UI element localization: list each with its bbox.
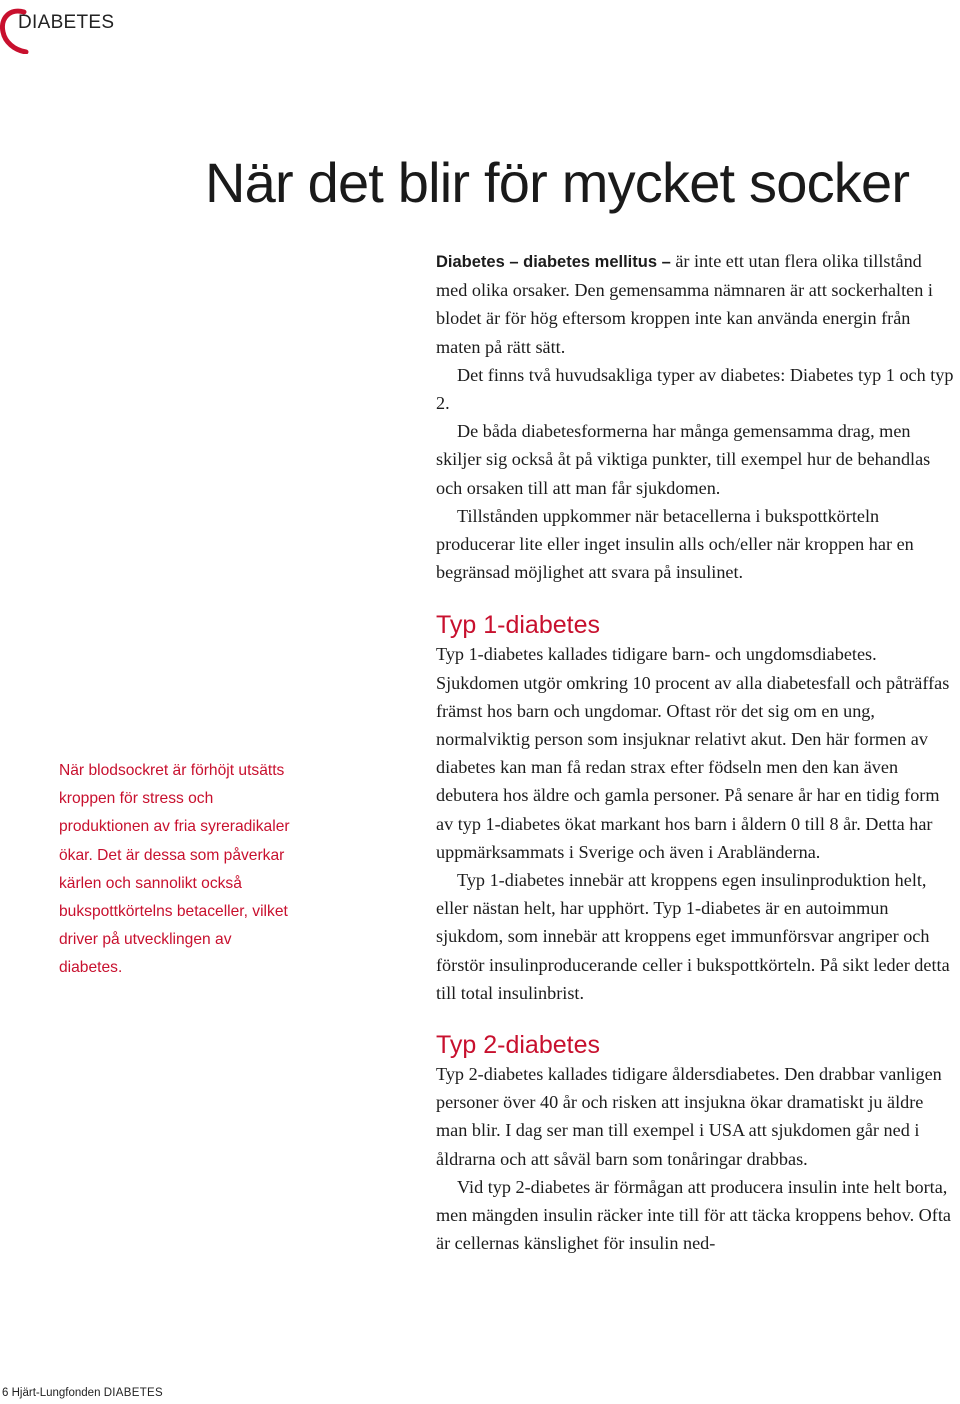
type1-paragraph-2: Typ 1-diabetes innebär att kroppens egen insulinproduktion helt, eller nästan helt, har upphört. Typ 1-diabetes är en autoimmun sjukdom, som innebär att kroppens eget immunförsvar angriper och förstör insulinproducerande celler i bukspottkörteln. På sikt leder detta till total insulinbrist. [436, 870, 950, 1003]
page-footer [2, 1387, 163, 1399]
intro-paragraph-1-text: är inte ett utan flera olika tillstånd med olika orsaker. Den gemensamma nämnaren är att sockerhalten i blodet är för hög eftersom kroppen inte kan använda energin från maten på rätt sätt. [436, 251, 933, 357]
type1-heading: Typ 1-diabetes [436, 611, 600, 640]
intro-paragraph-2: Det finns två huvudsakliga typer av diabetes: Diabetes typ 1 och typ 2. [436, 364, 954, 414]
section-spacer [436, 1007, 956, 1030]
type2-heading: Typ 2-diabetes [436, 1031, 600, 1060]
footer-publisher: Hjärt-Lungfonden [11, 1387, 101, 1399]
page-title: När det blir för mycket socker [205, 151, 910, 214]
type2-paragraph-2: Vid typ 2-diabetes är förmågan att producera insulin inte helt borta, men mängden insulin räcker inte till för att täcka kroppens behov. Ofta är cellernas känslighet för insulin ned- [436, 1176, 951, 1254]
footer-brand: DIABETES [103, 1387, 163, 1399]
page-header [0, 0, 300, 60]
section-spacer [436, 586, 956, 610]
sidebar-callout: När blodsockret är förhöjt utsätts kroppen för stress och produktionen av fria syreradikaler ökar. Det är dessa som påverkar kärlen och sannolikt också bukspottkörtelns betaceller, vilket driver på utvecklingen av diabetes. [59, 762, 290, 977]
intro-bold-lead: Diabetes – diabetes mellitus – [436, 253, 671, 271]
intro-paragraph-4: Tillstånden uppkommer när betacellerna i bukspottkörteln producerar lite eller inget insulin alls och/eller när kroppen har en begränsad möjlighet att svara på insulinet. [436, 505, 914, 583]
type1-paragraph-1: Typ 1-diabetes kallades tidigare barn- och ungdomsdiabetes. Sjukdomen utgör omkring 10 procent av alla diabetesfall och påträffas främst hos barn och ungdomar. Oftast rör det sig om en ung, normalviktig person som insjuknar relativt akut. Den här formen av diabetes kan man få redan strax efter födseln men den kan även debutera hos äldre och gamla personer. På senare år har en tidig form av typ 1-diabetes ökat markant hos barn i åldern 0 till 8 år. Detta har uppmärksammats i Sverige och även i Arabländerna. [436, 644, 950, 862]
page-number: 6 [2, 1387, 9, 1399]
intro-paragraph-3: De båda diabetesformerna har många gemensamma drag, men skiljer sig också åt på viktiga punkter, till exempel hur de behandlas och orsaken till att man får sjukdomen. [436, 421, 931, 498]
type2-paragraph-1: Typ 2-diabetes kallades tidigare åldersdiabetes. Den drabbar vanligen personer över 40 år och risken att insjukna ökar dramatiskt ju äldre man blir. I dag ser man till exempel i USA att sjukdomen går ned i åldrarna och att såväl barn som tonåringar drabbas. [436, 1064, 942, 1169]
header-section-label: DIABETES [18, 12, 115, 33]
intro-paragraph-1 [436, 247, 956, 361]
main-column [436, 247, 956, 1258]
